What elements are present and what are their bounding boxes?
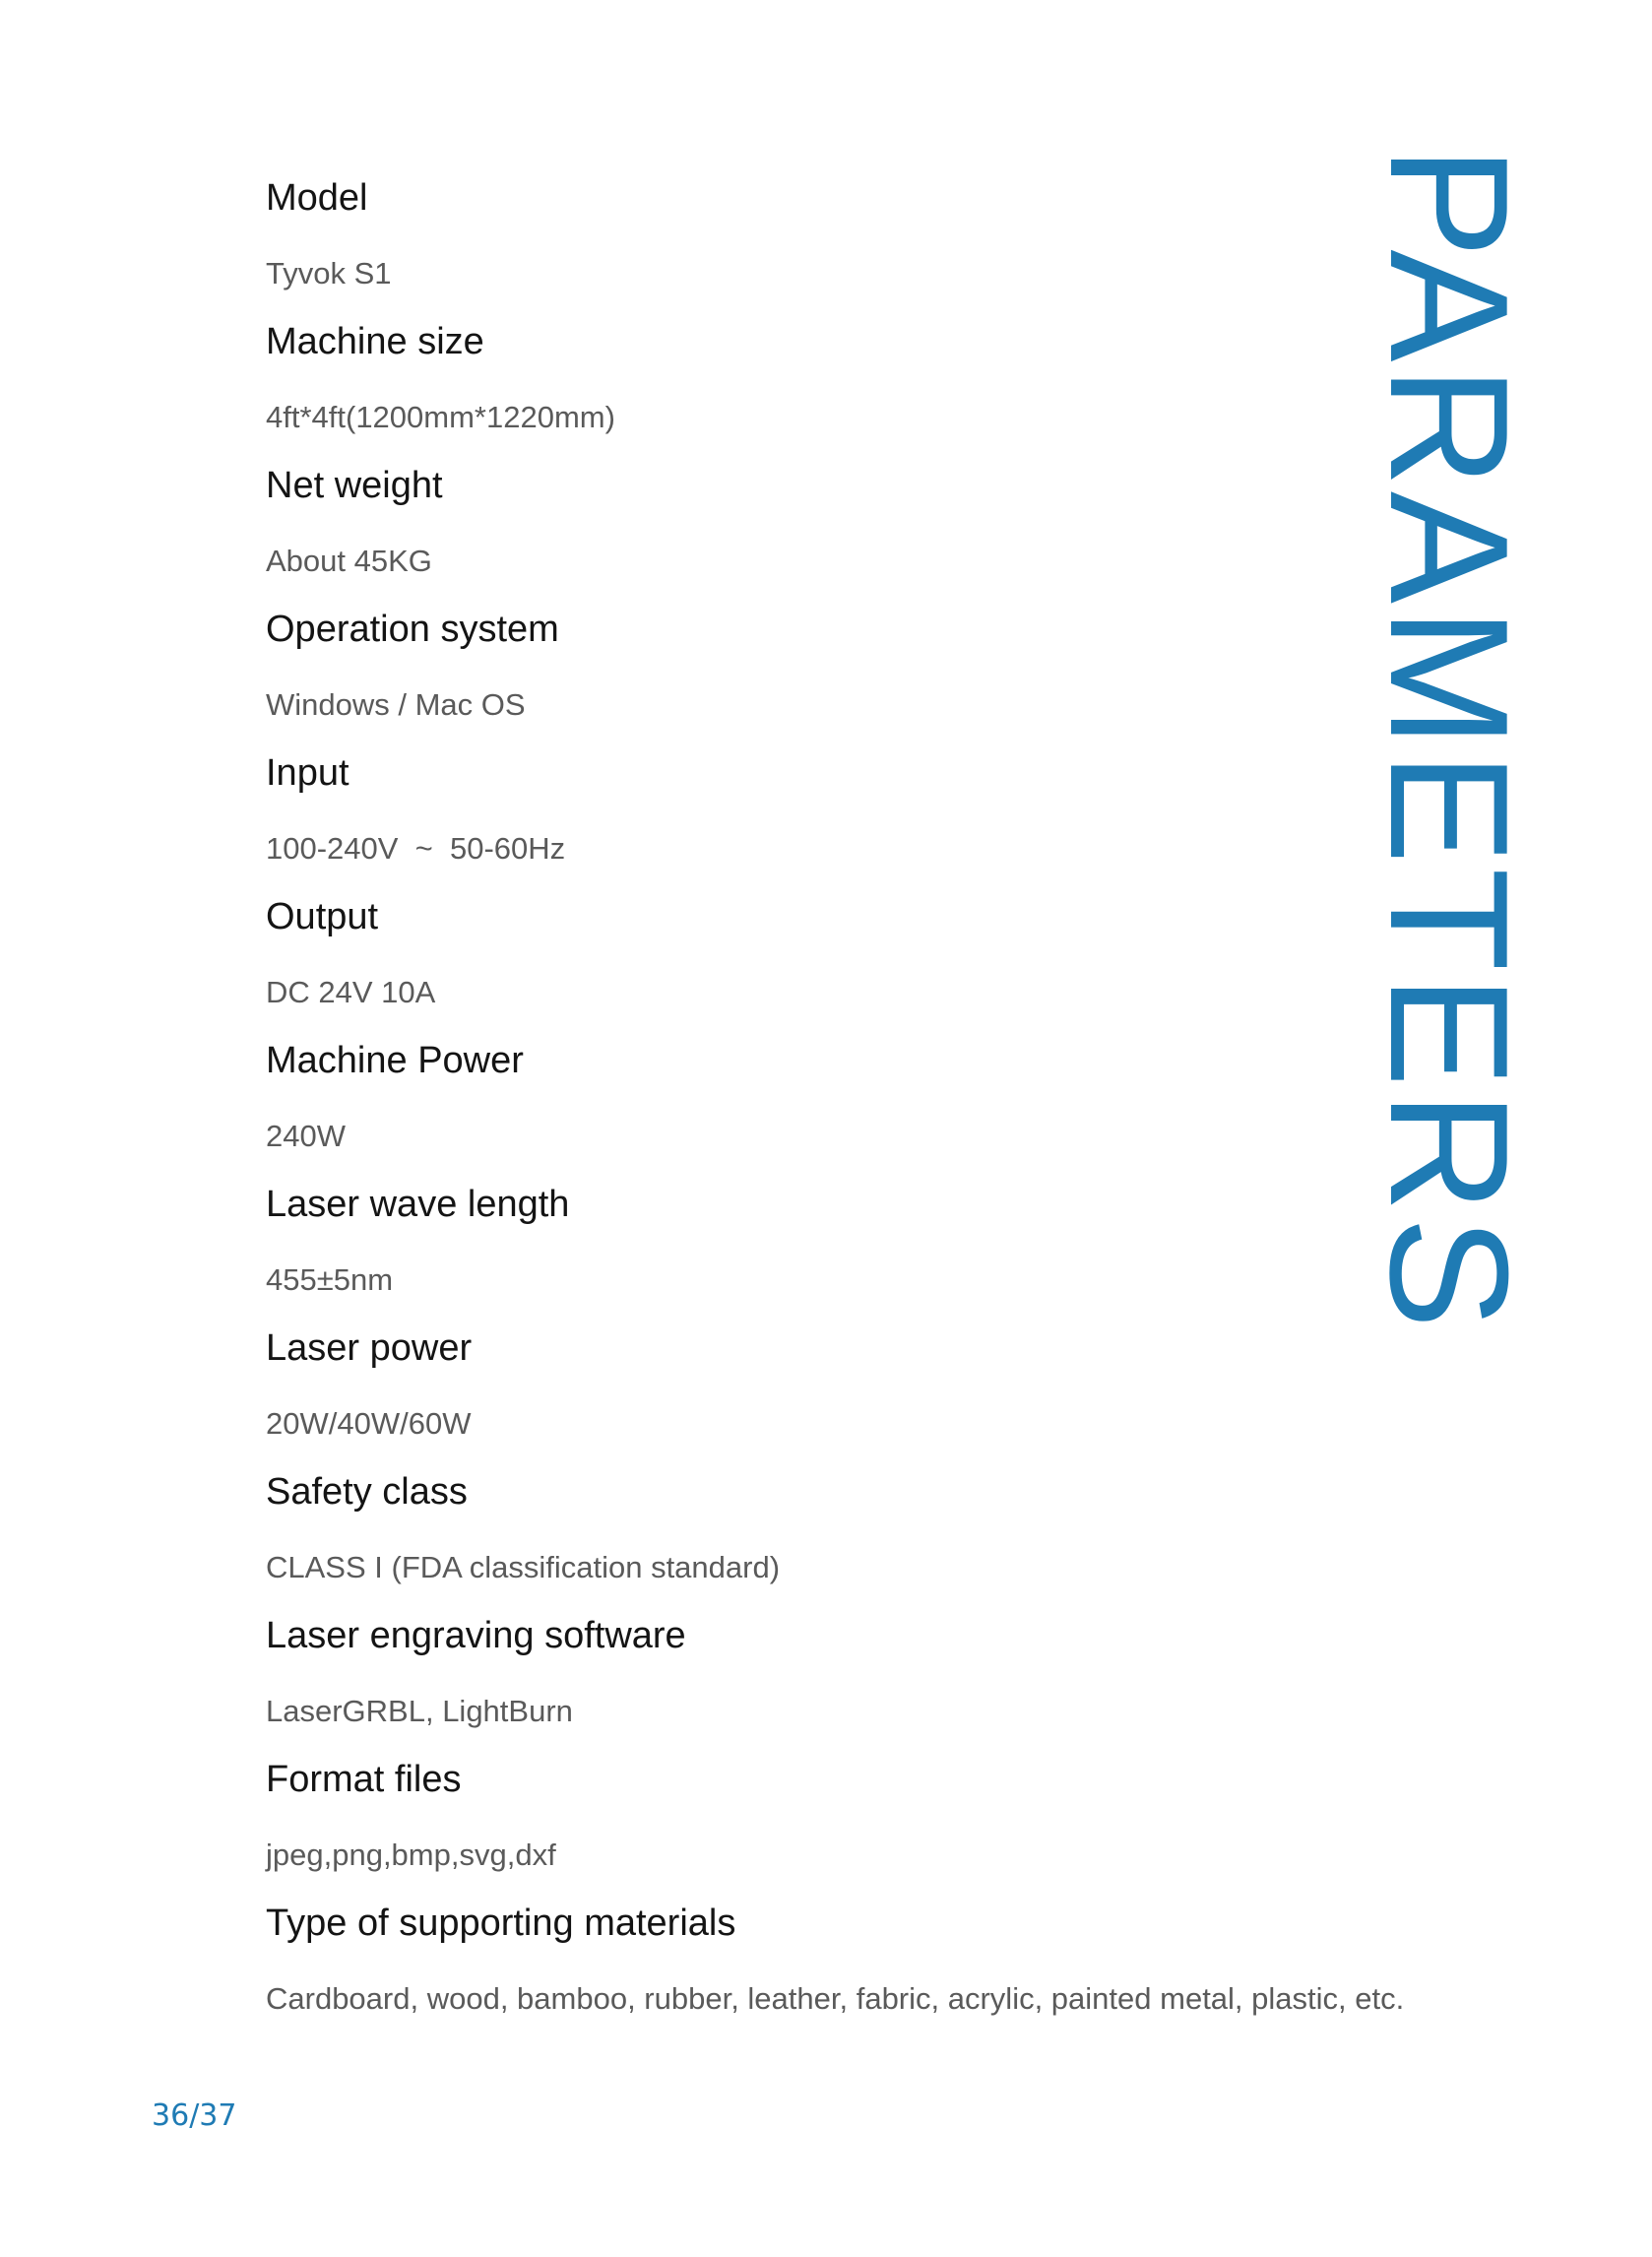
- param-value: 20W/40W/60W: [266, 1406, 472, 1441]
- param-value: Cardboard, wood, bamboo, rubber, leather, fabric, acrylic, painted metal, plastic, etc.: [266, 1981, 1405, 2016]
- param-label: Safety class: [266, 1471, 468, 1513]
- param-value: jpeg,png,bmp,svg,dxf: [266, 1838, 556, 1872]
- param-machine-power: [266, 1032, 1447, 1176]
- param-laser-wave-length: [266, 1176, 1447, 1320]
- param-label: Machine Power: [266, 1040, 524, 1081]
- param-label: Model: [266, 177, 368, 219]
- page-current: 36: [152, 2098, 190, 2133]
- param-value: LaserGRBL, LightBurn: [266, 1694, 573, 1728]
- param-label: Output: [266, 896, 379, 937]
- page-separator: /: [189, 2098, 200, 2133]
- param-value: Windows / Mac OS: [266, 687, 526, 722]
- page-total: 37: [199, 2098, 237, 2133]
- param-laser-engraving-software: [266, 1607, 1447, 1751]
- param-label: Machine size: [266, 321, 484, 362]
- param-label: Input: [266, 752, 349, 794]
- param-label: Laser power: [266, 1327, 473, 1369]
- param-operation-system: [266, 601, 1447, 744]
- param-model: [266, 169, 1447, 313]
- param-label: Format files: [266, 1759, 462, 1800]
- param-value: Tyvok S1: [266, 256, 392, 290]
- param-supporting-materials: [266, 1895, 1447, 2038]
- param-laser-power: [266, 1320, 1447, 1463]
- param-value: 455±5nm: [266, 1262, 394, 1297]
- param-machine-size: [266, 313, 1447, 457]
- param-label: Type of supporting materials: [266, 1902, 736, 1944]
- param-label: Operation system: [266, 609, 559, 650]
- parameters-list: [266, 169, 1447, 2038]
- param-value: About 45KG: [266, 544, 432, 578]
- param-safety-class: [266, 1463, 1447, 1607]
- param-net-weight: [266, 457, 1447, 601]
- param-label: Laser engraving software: [266, 1615, 686, 1656]
- param-value: 240W: [266, 1119, 346, 1153]
- param-value: 100-240V ~ 50-60Hz: [266, 831, 566, 866]
- page-title: PARAMETERS: [1355, 146, 1543, 1333]
- param-label: Laser wave length: [266, 1184, 570, 1225]
- param-label: Net weight: [266, 465, 443, 506]
- param-output: [266, 888, 1447, 1032]
- param-value: CLASS I (FDA classification standard): [266, 1550, 781, 1584]
- param-input: [266, 744, 1447, 888]
- param-value: DC 24V 10A: [266, 975, 436, 1009]
- param-value: 4ft*4ft(1200mm*1220mm): [266, 400, 615, 434]
- page-number: [152, 2098, 237, 2133]
- param-format-files: [266, 1751, 1447, 1895]
